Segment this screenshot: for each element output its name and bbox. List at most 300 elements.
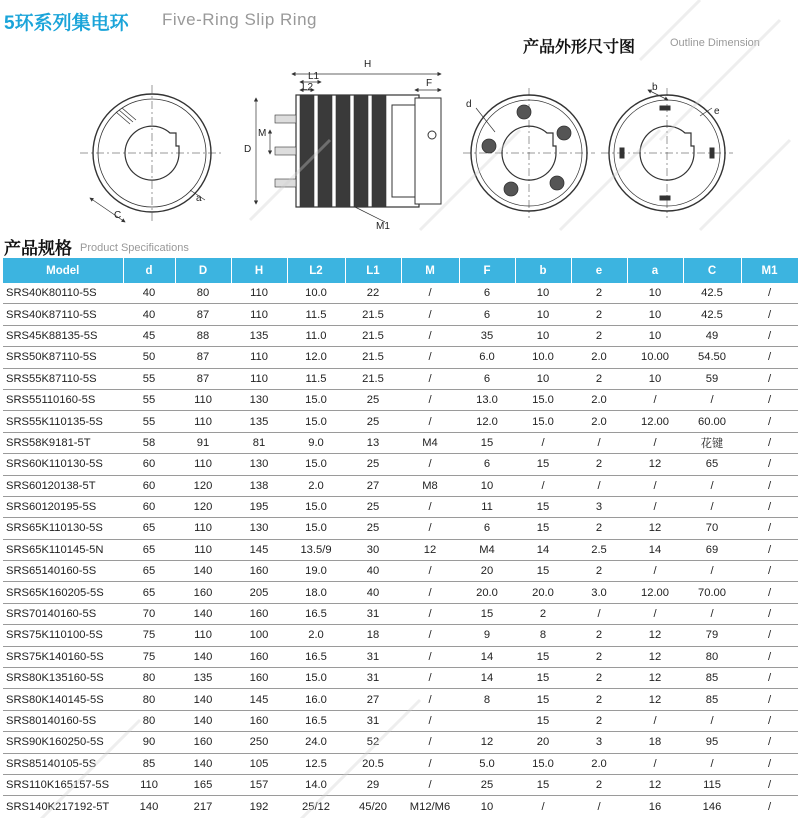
cell-f: 14 — [459, 668, 515, 689]
cell-m: / — [401, 625, 459, 646]
cell-m1: / — [741, 368, 798, 389]
cell-f: 6 — [459, 518, 515, 539]
cell-l2: 12.5 — [287, 753, 345, 774]
cell-m1: / — [741, 389, 798, 410]
cell-l1: 30 — [345, 539, 401, 560]
cell-model: SRS90K160250-5S — [3, 732, 123, 753]
cell-m1: / — [741, 539, 798, 560]
cell-m1: / — [741, 475, 798, 496]
cell-d: 65 — [123, 518, 175, 539]
table-row — [3, 582, 798, 603]
cell-d: 110 — [175, 625, 231, 646]
cell-l2: 2.0 — [287, 625, 345, 646]
cell-m: M8 — [401, 475, 459, 496]
cell-b: 15 — [515, 668, 571, 689]
cell-model: SRS50K87110-5S — [3, 347, 123, 368]
cell-b: 14 — [515, 539, 571, 560]
cell-m: / — [401, 603, 459, 624]
cell-model: SRS65140160-5S — [3, 561, 123, 582]
cell-m: / — [401, 411, 459, 432]
table-row — [3, 368, 798, 389]
cell-h: 160 — [231, 561, 287, 582]
cell-c: / — [683, 710, 741, 731]
cell-b: 10 — [515, 283, 571, 304]
cell-a: 12 — [627, 518, 683, 539]
table-row — [3, 774, 798, 795]
cell-d: 80 — [123, 689, 175, 710]
cell-d: 87 — [175, 368, 231, 389]
cell-d: 87 — [175, 304, 231, 325]
column-header-b: b — [515, 258, 571, 283]
cell-h: 130 — [231, 454, 287, 475]
cell-l2: 10.0 — [287, 283, 345, 304]
cell-f: 20.0 — [459, 582, 515, 603]
cell-model: SRS65K110130-5S — [3, 518, 123, 539]
cell-f: 15 — [459, 432, 515, 453]
cell-b: / — [515, 475, 571, 496]
cell-e: 2.5 — [571, 539, 627, 560]
table-row — [3, 732, 798, 753]
cell-h: 160 — [231, 646, 287, 667]
cell-e: / — [571, 432, 627, 453]
cell-d: 65 — [123, 561, 175, 582]
cell-d: 60 — [123, 475, 175, 496]
cell-m: / — [401, 646, 459, 667]
cell-l1: 40 — [345, 582, 401, 603]
cell-l1: 22 — [345, 283, 401, 304]
cell-f: M4 — [459, 539, 515, 560]
cell-h: 250 — [231, 732, 287, 753]
cell-l2: 18.0 — [287, 582, 345, 603]
cell-h: 205 — [231, 582, 287, 603]
cell-model: SRS60120195-5S — [3, 496, 123, 517]
table-row — [3, 325, 798, 346]
front-view-drawing — [80, 85, 224, 222]
cell-b: 15 — [515, 646, 571, 667]
cell-e: 2.0 — [571, 389, 627, 410]
cell-model: SRS65K160205-5S — [3, 582, 123, 603]
side-label-f: F — [426, 78, 433, 89]
cell-d: 65 — [123, 539, 175, 560]
cell-l1: 21.5 — [345, 304, 401, 325]
cell-d: 50 — [123, 347, 175, 368]
cell-c: 95 — [683, 732, 741, 753]
cell-l2: 14.0 — [287, 774, 345, 795]
cell-a: 12 — [627, 668, 683, 689]
cell-f: 20 — [459, 561, 515, 582]
rear-label-b: b — [652, 82, 658, 93]
cell-d: 110 — [123, 774, 175, 795]
cell-m: / — [401, 753, 459, 774]
cell-h: 100 — [231, 625, 287, 646]
cell-e: 3 — [571, 496, 627, 517]
cell-e: / — [571, 475, 627, 496]
cell-m: / — [401, 689, 459, 710]
cell-l2: 15.0 — [287, 389, 345, 410]
table-row — [3, 432, 798, 453]
cell-b: 15 — [515, 561, 571, 582]
column-header-l2: L2 — [287, 258, 345, 283]
cell-f: 11 — [459, 496, 515, 517]
cell-l2: 11.0 — [287, 325, 345, 346]
table-row — [3, 304, 798, 325]
cell-l2: 15.0 — [287, 518, 345, 539]
cell-l2: 9.0 — [287, 432, 345, 453]
outline-title-cn: 产品外形尺寸图 — [523, 39, 636, 56]
table-row — [3, 689, 798, 710]
table-row — [3, 475, 798, 496]
cell-b: 10.0 — [515, 347, 571, 368]
cell-l2: 16.5 — [287, 646, 345, 667]
cell-m: / — [401, 668, 459, 689]
cell-d: 55 — [123, 368, 175, 389]
cell-f: 5.0 — [459, 753, 515, 774]
cell-e: / — [571, 603, 627, 624]
cell-h: 145 — [231, 689, 287, 710]
cell-f: 6 — [459, 454, 515, 475]
cell-c: 42.5 — [683, 283, 741, 304]
table-row — [3, 411, 798, 432]
cell-h: 145 — [231, 539, 287, 560]
cell-d: 160 — [175, 732, 231, 753]
cell-model: SRS55K110135-5S — [3, 411, 123, 432]
cell-a: 12 — [627, 646, 683, 667]
cell-b: 15 — [515, 518, 571, 539]
cell-model: SRS75K140160-5S — [3, 646, 123, 667]
cell-b: 10 — [515, 368, 571, 389]
column-header-m1: M1 — [741, 258, 798, 283]
cell-f: 6 — [459, 368, 515, 389]
cell-m: / — [401, 582, 459, 603]
cell-l2: 11.5 — [287, 368, 345, 389]
column-header-c: C — [683, 258, 741, 283]
cell-b: 15 — [515, 496, 571, 517]
cell-a: / — [627, 475, 683, 496]
cell-m1: / — [741, 496, 798, 517]
cell-d: 60 — [123, 496, 175, 517]
cell-d: 55 — [123, 389, 175, 410]
side-label-m: M — [258, 128, 267, 139]
cell-d: 160 — [175, 582, 231, 603]
cell-a: 16 — [648, 800, 662, 813]
cell-c: 60.00 — [683, 411, 741, 432]
cell-d: 80 — [123, 668, 175, 689]
cell-h: 135 — [231, 325, 287, 346]
cell-h: 192 — [249, 800, 269, 813]
cell-l1: 25 — [345, 411, 401, 432]
cell-b: 15.0 — [515, 411, 571, 432]
column-header-h: H — [231, 258, 287, 283]
cell-d: 88 — [175, 325, 231, 346]
cell-d: 85 — [123, 753, 175, 774]
cell-model: SRS60K110130-5S — [3, 454, 123, 475]
cell-d: 45 — [123, 325, 175, 346]
flange-label-d: d — [466, 99, 472, 110]
cell-b: 20.0 — [515, 582, 571, 603]
cell-l2: 16.0 — [287, 689, 345, 710]
cell-f: 14 — [459, 646, 515, 667]
cell-d: 140 — [175, 753, 231, 774]
table-row — [3, 603, 798, 624]
cell-c: / — [683, 603, 741, 624]
cell-m: / — [401, 774, 459, 795]
cell-l2: 13.5/9 — [287, 539, 345, 560]
cell-m: / — [401, 325, 459, 346]
cell-a: 12 — [627, 454, 683, 475]
cell-l1: 31 — [345, 668, 401, 689]
cell-m: / — [401, 496, 459, 517]
cell-f: 13.0 — [459, 389, 515, 410]
cell-b: 15 — [515, 689, 571, 710]
cell-c: 70 — [683, 518, 741, 539]
column-header-d: d — [123, 258, 175, 283]
cell-l2: 15.0 — [287, 496, 345, 517]
cell-b: 10 — [515, 325, 571, 346]
cell-m1: / — [741, 347, 798, 368]
cell-l1: 25 — [345, 496, 401, 517]
cell-model: SRS45K88135-5S — [3, 325, 123, 346]
cell-c: 115 — [683, 774, 741, 795]
cell-e: 2 — [571, 689, 627, 710]
cell-m: / — [401, 561, 459, 582]
cell-c: 65 — [683, 454, 741, 475]
cell-b: 10 — [515, 304, 571, 325]
cell-model: SRS80K140145-5S — [3, 689, 123, 710]
cell-b: / — [541, 800, 545, 813]
cell-l1: 21.5 — [345, 347, 401, 368]
cell-m1: / — [741, 753, 798, 774]
cell-f: 15 — [459, 603, 515, 624]
cell-model: SRS85140105-5S — [3, 753, 123, 774]
cell-a: 12.00 — [627, 582, 683, 603]
cell-m1: / — [767, 800, 772, 813]
cell-a: 14 — [627, 539, 683, 560]
column-header-l1: L1 — [345, 258, 401, 283]
cell-d: 110 — [175, 389, 231, 410]
cell-d: 217 — [193, 800, 213, 813]
cell-c: / — [683, 475, 741, 496]
cell-b: / — [515, 432, 571, 453]
cell-a: / — [627, 432, 683, 453]
cell-h: 138 — [231, 475, 287, 496]
cell-l2: 11.5 — [287, 304, 345, 325]
cell-h: 195 — [231, 496, 287, 517]
cell-m1: / — [741, 454, 798, 475]
cell-e: / — [597, 800, 601, 813]
cell-d: 140 — [175, 561, 231, 582]
cell-d: 58 — [123, 432, 175, 453]
cell-l2: 2.0 — [287, 475, 345, 496]
cell-d: 140 — [175, 710, 231, 731]
cell-m1: / — [741, 411, 798, 432]
series-title-cn: 5环系列集电环 — [4, 13, 129, 34]
cell-m1: / — [741, 668, 798, 689]
table-row — [3, 753, 798, 774]
cell-m1: / — [741, 732, 798, 753]
cell-e: 2.0 — [571, 753, 627, 774]
cell-h: 130 — [231, 518, 287, 539]
cell-d: 110 — [175, 454, 231, 475]
cell-c: / — [683, 561, 741, 582]
cell-d: 40 — [123, 283, 175, 304]
cell-d: 140 — [139, 800, 159, 813]
flange-view-drawing — [463, 88, 595, 218]
cell-d: 40 — [123, 304, 175, 325]
cell-b: 8 — [515, 625, 571, 646]
cell-h: 110 — [231, 283, 287, 304]
cell-d: 120 — [175, 475, 231, 496]
cell-h: 160 — [231, 668, 287, 689]
cell-m1: / — [741, 561, 798, 582]
cell-e: 2 — [571, 283, 627, 304]
cell-h: 110 — [231, 304, 287, 325]
cell-e: 2 — [571, 518, 627, 539]
cell-f: 12 — [459, 732, 515, 753]
column-header-a: a — [627, 258, 683, 283]
cell-a: / — [627, 710, 683, 731]
cell-c: 85 — [683, 668, 741, 689]
cell-f: 6 — [459, 304, 515, 325]
cell-m: M4 — [401, 432, 459, 453]
cell-l1: 21.5 — [345, 368, 401, 389]
cell-f: 9 — [459, 625, 515, 646]
cell-l2: 25/12 — [302, 800, 330, 813]
cell-e: 2 — [571, 454, 627, 475]
cell-model: SRS80140160-5S — [3, 710, 123, 731]
cell-e: 2 — [571, 774, 627, 795]
cell-b: 15 — [515, 454, 571, 475]
cell-model: SRS140K217192-5T — [6, 800, 110, 813]
cell-l2: 16.5 — [287, 710, 345, 731]
column-header-d: D — [175, 258, 231, 283]
cell-b: 2 — [515, 603, 571, 624]
cell-c: 49 — [683, 325, 741, 346]
cell-f: 6 — [459, 283, 515, 304]
cell-h: 157 — [231, 774, 287, 795]
cell-m1: / — [741, 518, 798, 539]
cell-c: 80 — [683, 646, 741, 667]
cell-m: / — [401, 368, 459, 389]
cell-a: / — [627, 603, 683, 624]
spec-title-en: Product Specifications — [80, 242, 189, 254]
cell-d: 140 — [175, 646, 231, 667]
side-label-l1: L1 — [308, 71, 320, 82]
table-row — [3, 496, 798, 517]
cell-d: 110 — [175, 411, 231, 432]
column-header-e: e — [571, 258, 627, 283]
column-header-m: M — [401, 258, 459, 283]
side-label-m1: M1 — [376, 221, 390, 232]
cell-a: / — [627, 496, 683, 517]
cell-d: 120 — [175, 496, 231, 517]
cell-e: 2.0 — [571, 411, 627, 432]
cell-model: SRS110K165157-5S — [3, 774, 123, 795]
cell-model: SRS58K9181-5T — [3, 432, 123, 453]
cell-m: / — [401, 347, 459, 368]
cell-e: 2 — [571, 668, 627, 689]
front-label-c: C — [114, 210, 122, 221]
cell-d: 165 — [175, 774, 231, 795]
cell-l1: 31 — [345, 646, 401, 667]
cell-d: 140 — [175, 689, 231, 710]
cell-d: 70 — [123, 603, 175, 624]
cell-m1: / — [741, 325, 798, 346]
cell-l1: 18 — [345, 625, 401, 646]
cell-a: 10 — [627, 368, 683, 389]
table-row — [3, 796, 798, 817]
cell-c: / — [683, 389, 741, 410]
cell-h: 130 — [231, 389, 287, 410]
cell-f — [459, 710, 515, 731]
cell-l1: 31 — [345, 603, 401, 624]
cell-a: 10.00 — [627, 347, 683, 368]
cell-model: SRS60120138-5T — [3, 475, 123, 496]
cell-c: 54.50 — [683, 347, 741, 368]
rear-label-e: e — [714, 106, 720, 117]
cell-c: 花键 — [683, 432, 741, 453]
table-row — [3, 561, 798, 582]
cell-e: 2 — [571, 368, 627, 389]
column-header-model: Model — [3, 258, 123, 283]
cell-a: 10 — [627, 283, 683, 304]
cell-m: / — [401, 732, 459, 753]
side-label-d: D — [244, 144, 252, 155]
column-header-f: F — [459, 258, 515, 283]
cell-d: 135 — [175, 668, 231, 689]
table-row — [3, 625, 798, 646]
table-header-row — [3, 258, 798, 283]
cell-m1: / — [741, 646, 798, 667]
cell-h: 160 — [231, 710, 287, 731]
cell-l1: 20.5 — [345, 753, 401, 774]
outline-title-en: Outline Dimension — [670, 37, 760, 49]
cell-d: 65 — [123, 582, 175, 603]
cell-l2: 19.0 — [287, 561, 345, 582]
front-label-a: a — [196, 193, 202, 204]
cell-l1: 27 — [345, 689, 401, 710]
cell-e: 2 — [571, 646, 627, 667]
cell-c: 146 — [702, 800, 722, 813]
cell-c: 79 — [683, 625, 741, 646]
cell-l1: 31 — [345, 710, 401, 731]
cell-a: 12 — [627, 774, 683, 795]
cell-m1: / — [741, 689, 798, 710]
cell-a: / — [627, 561, 683, 582]
cell-m: / — [401, 454, 459, 475]
cell-f: 8 — [459, 689, 515, 710]
cell-f: 10 — [480, 800, 494, 813]
cell-model: SRS75K110100-5S — [3, 625, 123, 646]
table-row — [3, 646, 798, 667]
cell-m: / — [401, 304, 459, 325]
cell-l1: 13 — [345, 432, 401, 453]
cell-d: 140 — [175, 603, 231, 624]
cell-m1: / — [741, 603, 798, 624]
cell-l1: 21.5 — [345, 325, 401, 346]
table-row — [3, 518, 798, 539]
cell-e: 2 — [571, 304, 627, 325]
cell-d: 55 — [123, 411, 175, 432]
cell-m1: / — [741, 710, 798, 731]
cell-e: 2 — [571, 561, 627, 582]
cell-d: 80 — [175, 283, 231, 304]
cell-e: 2 — [571, 625, 627, 646]
cell-m1: / — [741, 432, 798, 453]
cell-b: 15.0 — [515, 389, 571, 410]
cell-l1: 29 — [345, 774, 401, 795]
cell-h: 135 — [231, 411, 287, 432]
cell-l2: 15.0 — [287, 668, 345, 689]
